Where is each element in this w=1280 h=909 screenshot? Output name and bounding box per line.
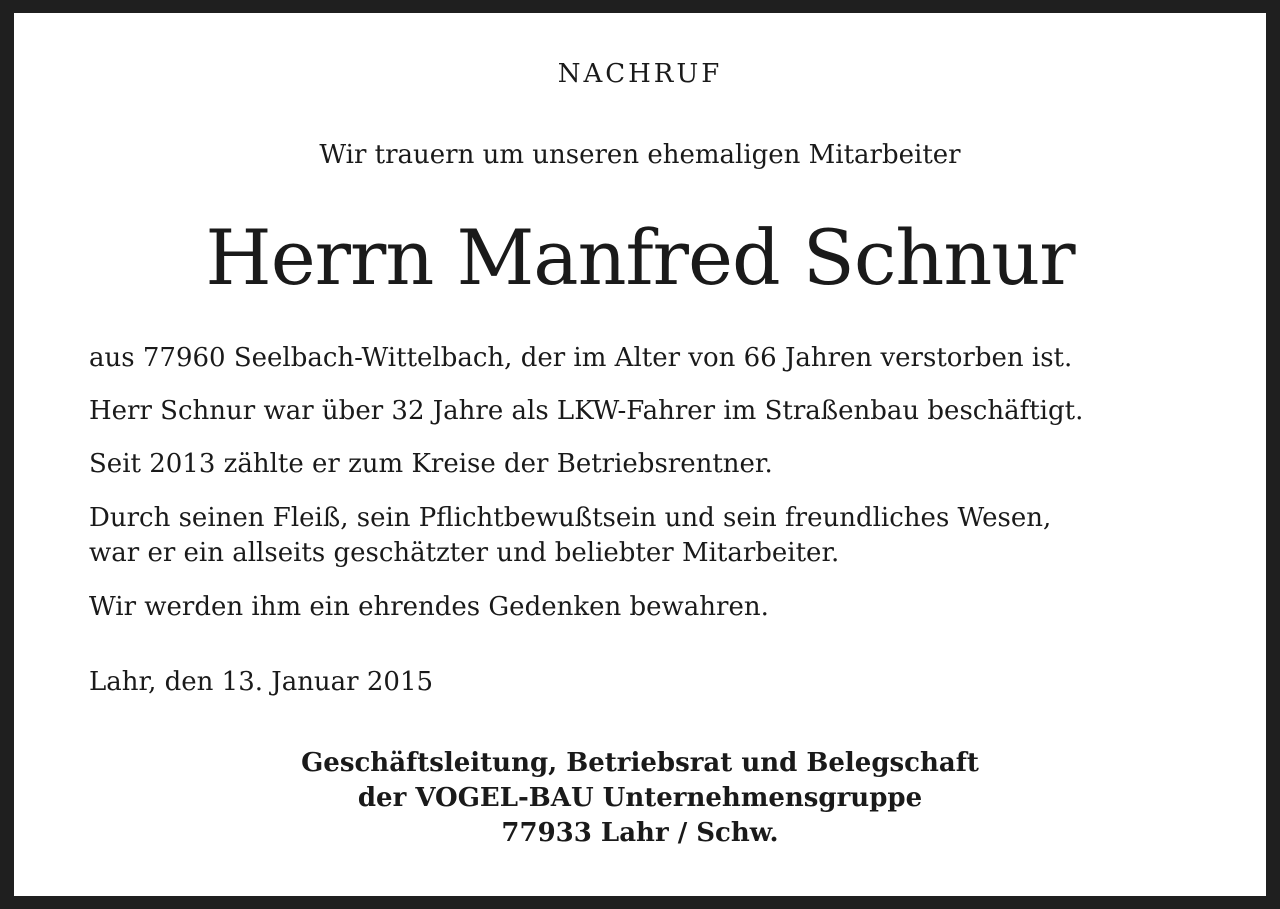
body-line-remembrance: Wir werden ihm ein ehrendes Gedenken bewahren. [89, 592, 769, 622]
signature-line-2: der VOGEL-BAU Unternehmensgruppe [357, 783, 923, 813]
body-line-character-1: Durch seinen Fleiß, sein Pflichtbewußtsein und sein freundliches Wesen, [89, 503, 1052, 533]
body-line-character-2: war er ein allseits geschätzter und beliebter Mitarbeiter. [89, 538, 840, 568]
body-line-career: Herr Schnur war über 32 Jahre als LKW-Fahrer im Straßenbau beschäftigt. [89, 396, 1084, 426]
signature-line-3: 77933 Lahr / Schw. [501, 818, 779, 848]
body-line-retirement: Seit 2013 zählte er zum Kreise der Betriebsrentner. [89, 449, 773, 479]
body-line-origin: aus 77960 Seelbach-Wittelbach, der im Alter von 66 Jahren verstorben ist. [89, 343, 1073, 373]
signature-line-1: Geschäftsleitung, Betriebsrat und Belegschaft [301, 748, 979, 778]
place-date: Lahr, den 13. Januar 2015 [89, 667, 434, 697]
intro-line: Wir trauern um unseren ehemaligen Mitarbeiter [319, 140, 961, 170]
notice-heading: NACHRUF [557, 59, 723, 89]
obituary-notice [14, 13, 1266, 896]
deceased-name: Herrn Manfred Schnur [205, 213, 1075, 302]
